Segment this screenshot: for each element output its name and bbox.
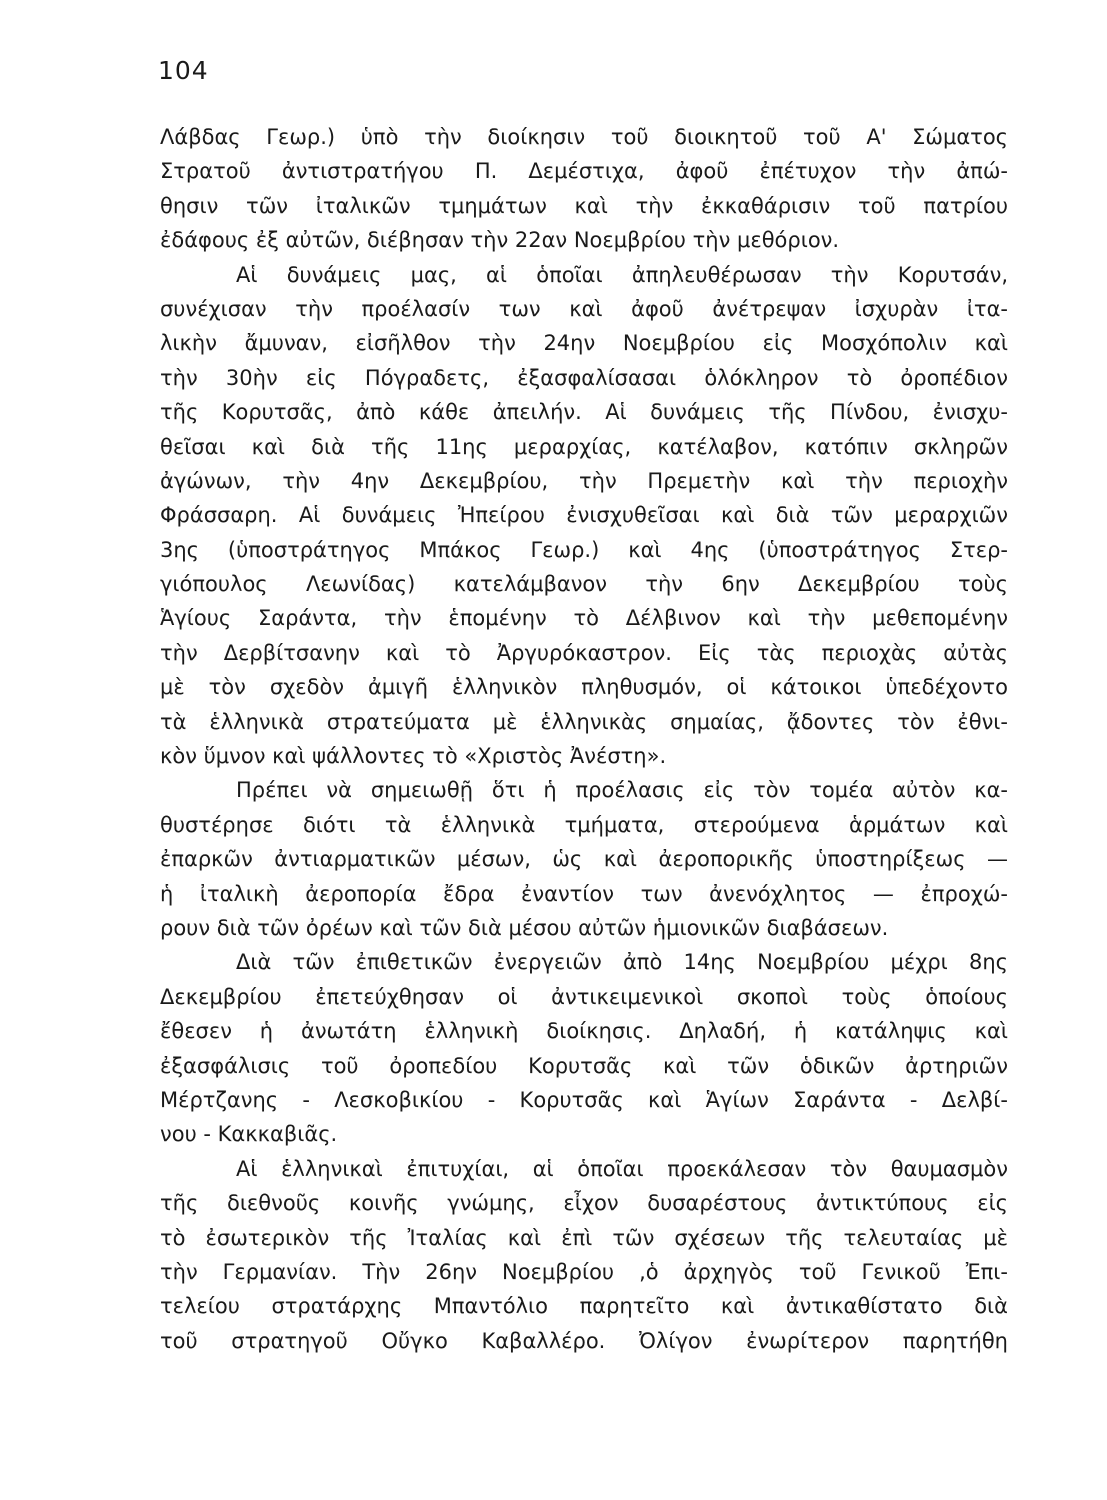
text-line: τελείου στρατάρχης Μπαντόλιο παρητεῖτο καὶ ἀντικαθίστατο διὰ <box>160 1294 1008 1319</box>
text-line: Στρατοῦ ἀντιστρατήγου Π. Δεμέστιχα, ἀφοῦ ἐπέτυχον τὴν ἀπώ- <box>160 159 1008 184</box>
text-line: θεῖσαι καὶ διὰ τῆς 11ης μεραρχίας, κατέλαβον, κατόπιν σκληρῶν <box>160 434 1008 459</box>
text-line: τὸ ἐσωτερικὸν τῆς Ἰταλίας καὶ ἐπὶ τῶν σχέσεων τῆς τελευταίας μὲ <box>160 1225 1008 1250</box>
text-line: τὴν Δερβίτσανην καὶ τὸ Ἀργυρόκαστρον. Εἰς τὰς περιοχὰς αὐτὰς <box>160 640 1008 665</box>
text-line: τῆς διεθνοῦς κοινῆς γνώμης, εἶχον δυσαρέστους ἀντικτύπους εἰς <box>160 1191 1008 1216</box>
text-line: ἐπαρκῶν ἀντιαρματικῶν μέσων, ὡς καὶ ἀεροπορικῆς ὑποστηρίξεως — <box>160 847 1008 872</box>
text-line: ἀγώνων, τὴν 4ην Δεκεμβρίου, τὴν Πρεμετὴν καὶ τὴν περιοχὴν <box>160 468 1008 493</box>
text-line: θησιν τῶν ἰταλικῶν τμημάτων καὶ τὴν ἐκκαθάρισιν τοῦ πατρίου <box>160 193 1008 218</box>
text-line: ἐδάφους ἐξ αὐτῶν, διέβησαν τὴν 22αν Νοεμβρίου τὴν μεθόριον. <box>160 228 840 253</box>
text-line: θυστέρησε διότι τὰ ἑλληνικὰ τμήματα, στερούμενα ἁρμάτων καὶ <box>160 812 1008 837</box>
text-line: συνέχισαν τὴν προέλασίν των καὶ ἀφοῦ ἀνέτρεψαν ἰσχυρὰν ἰτα- <box>160 296 1008 321</box>
text-line: νου - Κακκαβιᾶς. <box>160 1122 338 1147</box>
text-line: Δεκεμβρίου ἐπετεύχθησαν οἱ ἀντικειμενικοὶ σκοποὶ τοὺς ὁποίους <box>160 984 1008 1009</box>
text-line: ἡ ἰταλικὴ ἀεροπορία ἔδρα ἐναντίον των ἀνενόχλητος — ἐπροχώ- <box>160 881 1008 906</box>
text-line: Ἁγίους Σαράντα, τὴν ἑπομένην τὸ Δέλβινον καὶ τὴν μεθεπομένην <box>160 606 1008 631</box>
text-line: μὲ τὸν σχεδὸν ἀμιγῆ ἑλληνικὸν πληθυσμόν, οἱ κάτοικοι ὑπεδέχοντο <box>160 675 1008 700</box>
text-line: κὸν ὕμνον καὶ ψάλλοντες τὸ «Χριστὸς Ἀνέστη». <box>160 744 667 769</box>
text-line: 3ης (ὑποστράτηγος Μπάκος Γεωρ.) καὶ 4ης (ὑποστράτηγος Στερ- <box>160 537 1008 562</box>
text-line: τῆς Κορυτσᾶς, ἀπὸ κάθε ἀπειλήν. Αἱ δυνάμεις τῆς Πίνδου, ἐνισχυ- <box>160 400 1008 425</box>
text-line: Λάβδας Γεωρ.) ὑπὸ τὴν διοίκησιν τοῦ διοικητοῦ τοῦ Α' Σώματος <box>160 125 1008 149</box>
text-line: τὴν Γερμανίαν. Τὴν 26ην Νοεμβρίου ,ὁ ἀρχηγὸς τοῦ Γενικοῦ Ἐπι- <box>160 1259 1008 1284</box>
text-line: τοῦ στρατηγοῦ Οὔγκο Καβαλλέρο. Ὀλίγον ἐνωρίτερον παρητήθη <box>160 1328 1008 1353</box>
text-line: Φράσσαρη. Αἱ δυνάμεις Ἠπείρου ἐνισχυθεῖσαι καὶ διὰ τῶν μεραρχιῶν <box>160 503 1008 528</box>
text-line: ἐξασφάλισις τοῦ ὀροπεδίου Κορυτσᾶς καὶ τῶν ὁδικῶν ἀρτηριῶν <box>160 1053 1008 1078</box>
text-line: Μέρτζανης - Λεσκοβικίου - Κορυτσᾶς καὶ Ἁγίων Σαράντα - Δελβί- <box>160 1087 1008 1112</box>
text-line: γιόπουλος Λεωνίδας) κατελάμβανον τὴν 6ην Δεκεμβρίου τοὺς <box>160 572 1008 597</box>
page-number: 104 <box>158 56 209 85</box>
text-line: λικὴν ἄμυναν, εἰσῆλθον τὴν 24ην Νοεμβρίου εἰς Μοσχόπολιν καὶ <box>160 331 1008 356</box>
text-line: Διὰ τῶν ἐπιθετικῶν ἐνεργειῶν ἀπὸ 14ης Νοεμβρίου μέχρι 8ης <box>236 950 1008 975</box>
body-text <box>160 120 1008 1358</box>
text-line: τὴν 30ὴν εἰς Πόγραδετς, ἐξασφαλίσασαι ὁλόκληρον τὸ ὀροπέδιον <box>160 365 1008 390</box>
text-line: ρουν διὰ τῶν ὀρέων καὶ τῶν διὰ μέσου αὐτῶν ἡμιονικῶν διαβάσεων. <box>160 915 889 940</box>
text-line: ἔθεσεν ἡ ἀνωτάτη ἑλληνικὴ διοίκησις. Δηλαδή, ἡ κατάληψις καὶ <box>160 1019 1008 1044</box>
text-line: Αἱ ἑλληνικαὶ ἐπιτυχίαι, αἱ ὁποῖαι προεκάλεσαν τὸν θαυμασμὸν <box>236 1156 1008 1181</box>
text-line: Πρέπει νὰ σημειωθῇ ὅτι ἡ προέλασις εἰς τὸν τομέα αὐτὸν κα- <box>236 778 1008 803</box>
text-line: τὰ ἑλληνικὰ στρατεύματα μὲ ἑλληνικὰς σημαίας, ᾄδοντες τὸν ἐθνι- <box>160 709 1008 734</box>
text-line: Αἱ δυνάμεις μας, αἱ ὁποῖαι ἀπηλευθέρωσαν τὴν Κορυτσάν, <box>236 262 1008 287</box>
